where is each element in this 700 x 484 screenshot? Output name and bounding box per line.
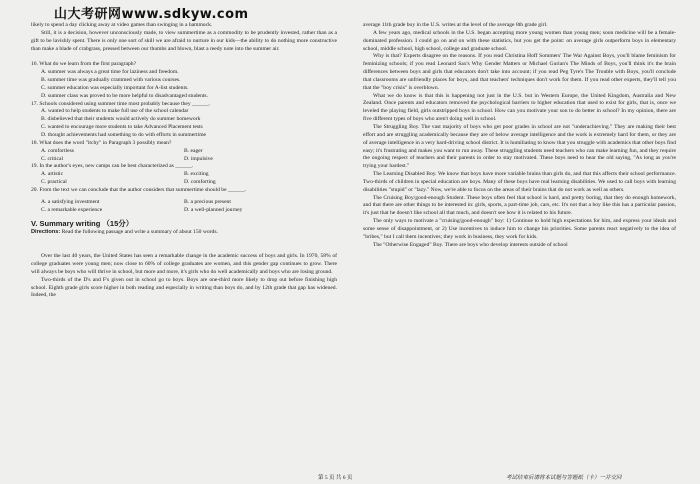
option-b: B. a precious present (184, 198, 231, 205)
intro-top: likely to spend a day clicking away at video games than swinging in a hammock. (31, 22, 213, 28)
site-header: 山大考研网www.sdkyw.com (54, 7, 249, 22)
passage-paragraph: The only ways to motivate a "cruising/good-enough" boy: 1) Continue to hold high expectations for him, and express your ideals and some sense of disappointment, or 2) Use incentives to induce him to change his priorities. Some parents react negatively to the idea of "bribes," but I call them incentives; they work in business, they work for kids. (363, 218, 676, 240)
option-d: D. comforting (184, 179, 216, 186)
passage-paragraph: average 11th grade boy in the U.S. writes at the level of the average 8th grade girl. (363, 22, 548, 28)
passage-paragraph: What we do know is that this is happening not just in the U.S. but in Western Europe, the United Kingdom, Australia and New Zealand. Once parents and educators removed the psychological barriers to higher education that used to exist for girls, that is, once we leveled the playing field, girls outstripped boys in school. How can you motivate your son to do better in school? In my opinion, there are five different types of boys who aren't doing well in school. (363, 92, 676, 123)
question-stem: 17. Schools considered using summer time most probably because they ______. (31, 100, 211, 107)
question-18 (31, 140, 337, 164)
passage-paragraph: A few years ago, medical schools in the U.S. began accepting more young women than young men; soon medicine will be a female-dominated profession. I could go on and on with these statistics, but you get the point: on average girls outperform boys in elementary school, middle school, high school, college and graduate school. (363, 29, 676, 52)
passage-paragraph: The "Otherwise Engaged" Boy. There are boys who develop interests outside of school (373, 241, 568, 248)
directions-label: Directions: (31, 229, 61, 236)
passage-paragraph: The Cruising Boy/good-enough Student. These boys often feel that school is hard, and pretty boring, that they do enough homework, and that there are other things to be interested in: girls, sports, a part-time job, cars, etc. It's not that a boy like this has a particular passion, it's just that he doesn't like school all that much, and doesn't see how it is related to his future. (363, 194, 676, 217)
footer-note: 考试结束后请将本试题与答题纸（卡）一并交回 (506, 475, 622, 481)
passage-paragraph: The Learning Disabled Boy. We know that boys have more variable brains than girls do, and that this affects their school performance. Two-thirds of children in special education are boys. Many of these boys have real learning disabilities. We used to call boys with learning disabilities "stupid" or "lazy." Now, we're able to focus on the areas of their brains that do not work as well as others. (363, 171, 676, 193)
option-b: B. eager (184, 147, 203, 154)
passage-paragraph: The Struggling Boy. The vast majority of boys who get poor grades in school are not "underachieving." They are making their best effort and are struggling academically because they are of below average intelligence and the work is extremely hard for them, or they are of average intelligence in a very hard-driving school district. It is humiliating to know that you struggle with academics that other boys find easy; it's frustrating and makes you want to run away. These struggling students need teachers who can make learning fun, and they require the ongoing respect of teachers and their parents in order to stay motivated. These boys need to hear the old saying, "As long as you're trying your hardest." (363, 123, 676, 170)
option-d: D. thought achievements had something to do with efforts in summertime (41, 131, 207, 138)
option-c: C. practical (41, 179, 67, 186)
option-a: A. artistic (41, 171, 64, 178)
option-a: A. wanted to help students to make full use of the school calendar (41, 108, 189, 115)
option-b: B. summer time was gradually crammed with various courses. (41, 77, 181, 84)
option-d: D. summer class was proved to be more helpful to disadvantaged students. (41, 92, 208, 99)
question-19 (31, 163, 337, 187)
question-stem: 20. From the text we can conclude that the author considers that summertime should be ______. (31, 186, 247, 193)
page-number: 第 5 页 共 6 页 (318, 475, 353, 481)
question-20 (31, 187, 337, 215)
question-stem: 19. In the author's eyes, new camps can be best characterized as ______. (31, 163, 194, 170)
question-16 (31, 61, 337, 100)
option-c: C. wanted to encourage more students to take Advanced Placement tests (41, 124, 203, 131)
option-c: C. a remarkable experience (41, 206, 103, 213)
right-column (363, 22, 676, 249)
option-b: B. disbelieved that their students would actively do summer homework (41, 116, 201, 123)
passage-paragraph: Two-thirds of the D's and F's given out in school go to boys. Boys are one-third more likely to drop out before finishing high school. Eighth grade girls score higher in both reading and especially in writing than boys do, and by 12th grade that gap has widened. Indeed, the (31, 276, 337, 299)
option-d: D. a well-planned journey (184, 206, 243, 213)
question-17 (31, 101, 337, 140)
option-c: C. summer education was especially important for A-list students. (41, 84, 189, 91)
intro-paragraph: Still, it is a decision, however unconsciously made, to view summertime as a commodity to be prudently invested, rather than as a gift to be lavishly spent. There is only one sort of skill we are afraid to nurture in our kids—the ability to do nothing more constructive than make a blade of crabgrass, pressed between our thumbs and blown, blast a reedy note into the summer air. (31, 29, 337, 52)
passage-paragraph: Over the last 40 years, the United States has seen a remarkable change in the academic success of boys and girls. In 1970, 58% of college graduates were young men; now close to 60% of college graduates are women, and this gender gap continues to grow. There will always be boys who will thrive in school, but more and more, it's girls who do well academically and boys who are losing ground. (31, 253, 337, 275)
option-a: A. a satisfying investment (41, 198, 100, 205)
option-b: B. exciting (184, 171, 209, 178)
option-d: D. impulsive (184, 155, 213, 162)
question-stem: 16. What do we learn from the first paragraph? (31, 61, 137, 68)
left-column (31, 22, 337, 300)
section-title: V. Summary writing （15分） (31, 219, 134, 229)
option-c: C. critical (41, 155, 64, 162)
passage-paragraph: Why is that? Experts disagree on the reasons. If you read Christina Hoff Sommers' The War Against Boys, you'll blame feminism for feminizing schools; if you read Leonard Sax's Why Gender Matters or Michael Gurian's The Minds of Boys, you'll think it's the brain differences between boys and girls that educators don't take into account; if you read Peg Tyre's The Trouble with Boys, you'll conclude that classrooms are unfriendly places for boys, and that teachers' techniques don't work for them. If you read other experts, they'll tell you that the "boy crisis" is overblown. (363, 53, 676, 91)
option-a: A. summer was always a great time for laziness and freedom. (41, 69, 179, 76)
directions-text: Read the following passage and write a summary of about 150 words. (60, 229, 218, 236)
question-stem: 18. What does the word "itchy" in Paragraph 3 possibly mean? (31, 139, 172, 146)
option-a: A. comfortless (41, 147, 74, 154)
directions (31, 229, 337, 237)
